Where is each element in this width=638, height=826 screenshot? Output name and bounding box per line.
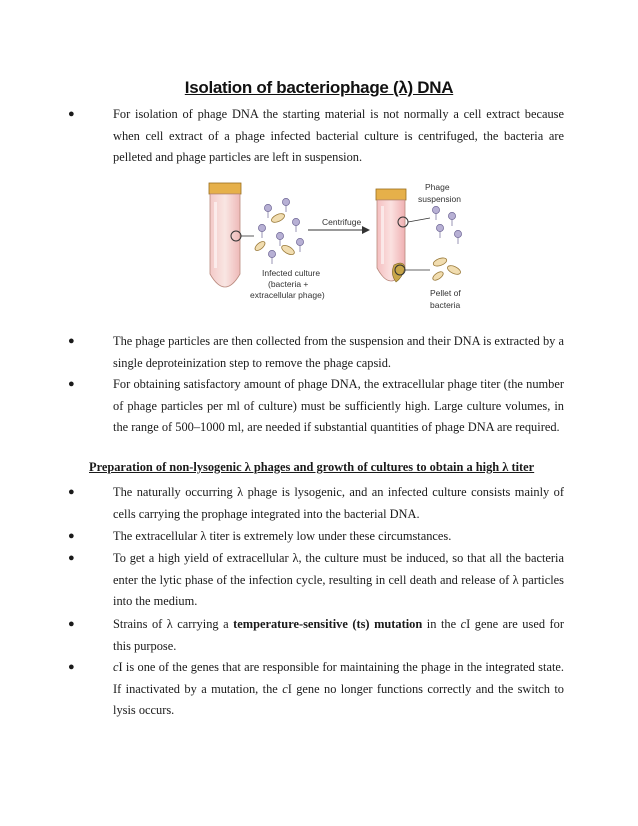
list-item bbox=[68, 526, 564, 548]
paragraph-text: For isolation of phage DNA the starting material is not normally a cell extract because when cell extract of a phage infected bacterial culture is centrifuged, the bacteria are pelleted and phage particles are left in suspension. bbox=[113, 107, 564, 164]
phage-cluster-icon bbox=[258, 198, 303, 264]
ts-mutation-term: temperature-sensitive (ts) mutation bbox=[233, 617, 423, 631]
paragraph-text bbox=[113, 657, 564, 722]
paragraph-text: The phage particles are then collected from the suspension and their DNA is extracted by a single deproteinization step to remove the phage capsid. bbox=[113, 334, 564, 370]
paragraph-text: The extracellular λ titer is extremely low under these circumstances. bbox=[113, 529, 452, 543]
list-item bbox=[68, 331, 564, 374]
paragraph-text: The naturally occurring λ phage is lysogenic, and an infected culture consists mainly of cells carrying the prophage integrated into the bacterial DNA. bbox=[113, 485, 564, 521]
centrifugation-figure bbox=[190, 178, 490, 313]
bullet-icon: ● bbox=[68, 552, 75, 564]
paragraph-text bbox=[113, 614, 564, 657]
culture-tube-icon bbox=[209, 183, 254, 287]
bullet-icon: ● bbox=[68, 530, 75, 542]
gene-name-italic: c bbox=[113, 660, 119, 674]
pellet-label: Pellet of bbox=[430, 288, 461, 298]
list-item bbox=[68, 482, 564, 525]
text-run: I is one of the genes that are responsible for maintaining the phage in the integrated state. If inactivated by a mutation, the bbox=[113, 660, 564, 696]
text-run: I gene no longer functions correctly and the switch to lysis occurs. bbox=[113, 681, 564, 717]
paragraph-text: For obtaining satisfactory amount of phage DNA, the extracellular phage titer (the number of phage particles per ml of culture) must be sufficiently high. Large culture volumes, in the range of 500–1000 ml, are needed if substantial quantities of phage DNA are required. bbox=[113, 377, 564, 434]
infected-culture-label: Infected culture bbox=[262, 268, 321, 278]
bacteria-plus-label: (bacteria + bbox=[268, 279, 309, 289]
centrifuge-arrow-icon bbox=[308, 226, 370, 234]
list-item bbox=[68, 657, 564, 722]
suspension-label: suspension bbox=[418, 194, 462, 204]
list-item bbox=[68, 614, 564, 657]
bacteria-pellet-cluster-icon bbox=[431, 256, 461, 282]
centrifuge-label: Centrifuge bbox=[322, 217, 362, 227]
page-title: Isolation of bacteriophage (λ) DNA bbox=[184, 78, 454, 97]
gene-name-italic: c bbox=[282, 681, 288, 696]
bacteria-icon bbox=[253, 212, 295, 257]
bullet-icon: ● bbox=[68, 378, 75, 390]
text-run: in the bbox=[422, 617, 461, 631]
section-heading: Preparation of non-lysogenic λ phages and growth of cultures to obtain a high λ titer bbox=[89, 460, 535, 474]
paragraph-text: To get a high yield of extracellular λ, the culture must be induced, so that all the bacteria enter the lytic phase of the infection cycle, resulting in cell death and release of λ particles into the medium. bbox=[113, 551, 564, 608]
bullet-icon: ● bbox=[68, 486, 75, 498]
list-item bbox=[68, 374, 564, 439]
phage-label: Phage bbox=[425, 182, 450, 192]
bullet-icon: ● bbox=[68, 108, 75, 120]
list-item bbox=[68, 548, 564, 613]
text-run: Strains of λ carrying a bbox=[113, 617, 234, 631]
bullet-icon: ● bbox=[68, 335, 75, 347]
pellet-bacteria-label: bacteria bbox=[430, 300, 461, 310]
extracellular-phage-label: extracellular phage) bbox=[250, 290, 325, 300]
bullet-icon: ● bbox=[68, 618, 75, 630]
bullet-icon: ● bbox=[68, 661, 75, 673]
gene-name-italic: c bbox=[460, 617, 467, 631]
phage-suspension-cluster-icon bbox=[432, 206, 461, 244]
text-run: I gene are used for this purpose. bbox=[113, 617, 564, 653]
list-item bbox=[68, 104, 564, 169]
